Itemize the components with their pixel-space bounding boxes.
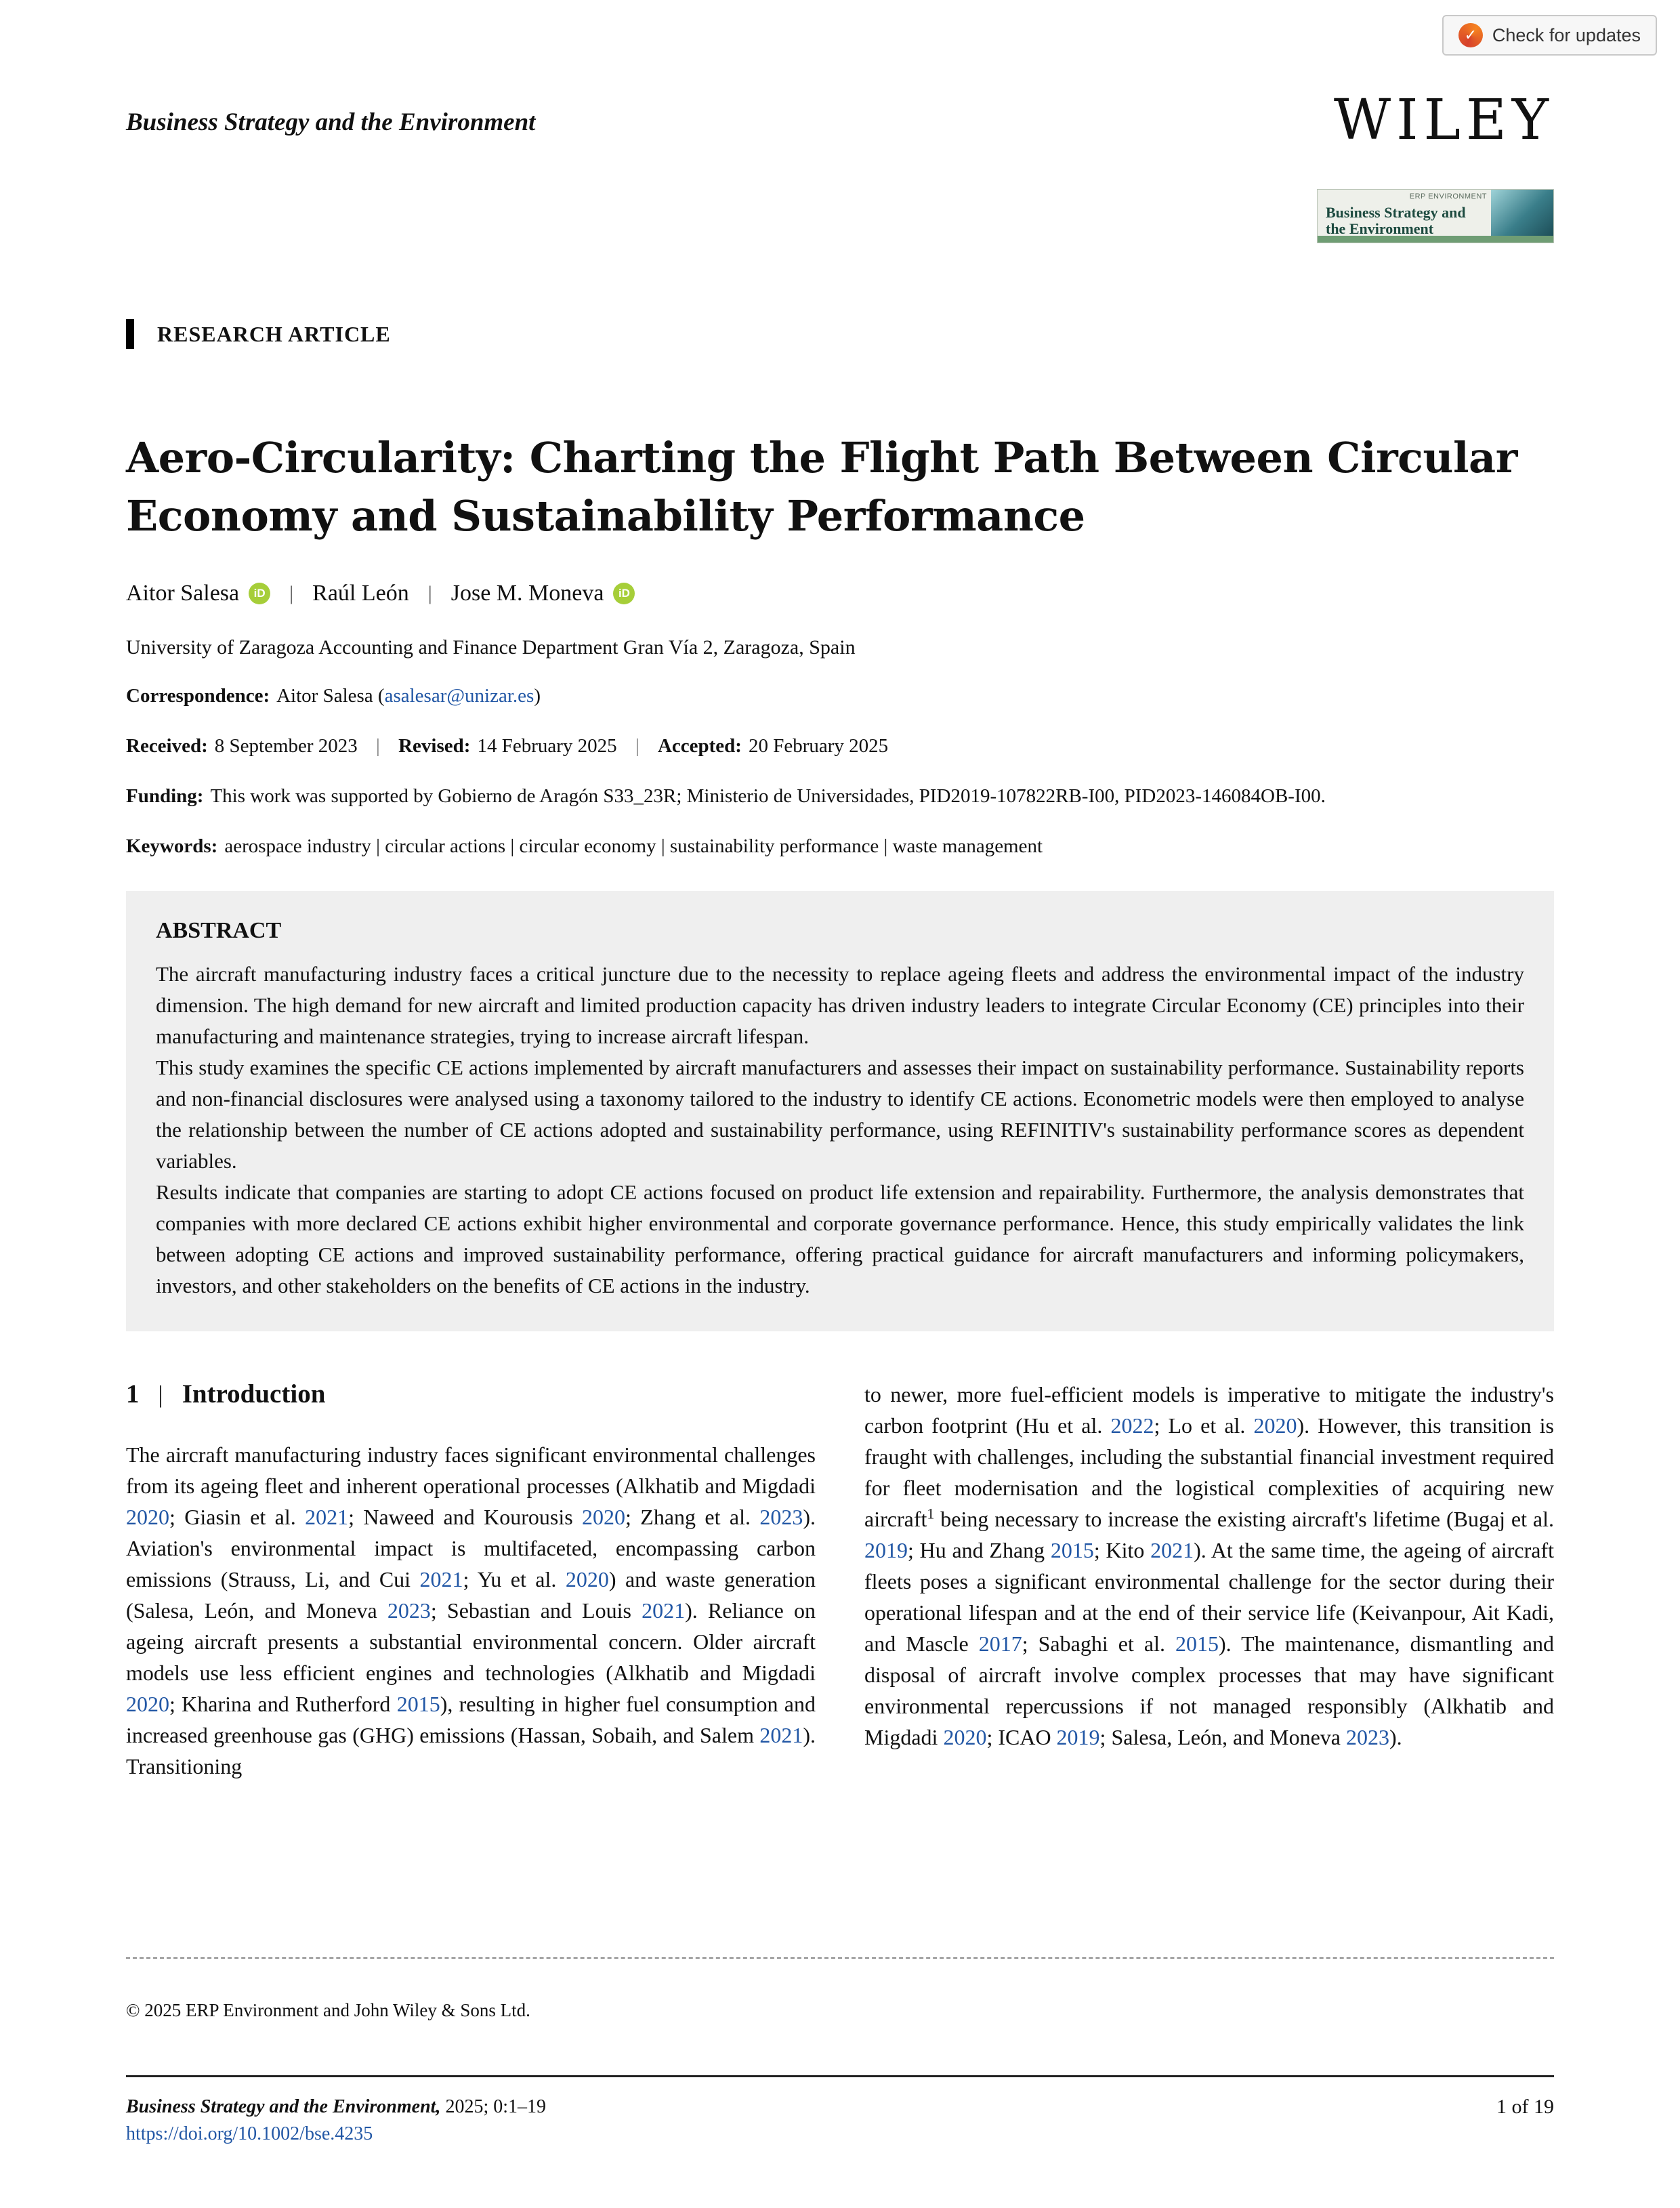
footer-citation-block	[126, 2094, 546, 2148]
author-name[interactable]: Aitor Salesa	[126, 581, 240, 606]
citation-year-link[interactable]: 2020	[1253, 1413, 1297, 1438]
received-label: Received:	[126, 735, 208, 757]
accepted-date: 20 February 2025	[748, 735, 889, 757]
text-run: to newer, more fuel-efficient models is imperative to mitigate the industry's carbon footprint (Hu et al.	[864, 1382, 1554, 1438]
funding-text: This work was supported by Gobierno de Aragón S33_23R; Ministerio de Universidades, PID2019-107822RB-I00, PID2023-146084OB-I00.	[210, 785, 1326, 807]
citation-year-link[interactable]: 2019	[1056, 1725, 1100, 1749]
text-run: ). Transitioning	[126, 1723, 816, 1778]
abstract-section	[126, 891, 1554, 1331]
footnote-marker: 1	[927, 1505, 935, 1522]
citation-year-link[interactable]: 2021	[759, 1723, 803, 1747]
orcid-icon[interactable]: iD	[249, 583, 270, 604]
revised-label: Revised:	[398, 735, 471, 757]
section-title: Introduction	[182, 1379, 326, 1409]
text-run: ; Hu and Zhang	[908, 1538, 1051, 1562]
citation-year-link[interactable]: 2015	[1175, 1631, 1219, 1656]
text-run: ; Kharina and Rutherford	[169, 1692, 397, 1716]
citation-year-link[interactable]: 2020	[126, 1505, 169, 1529]
history-line	[126, 732, 1554, 759]
crossmark-icon: ✓	[1458, 23, 1483, 47]
citation-year-link[interactable]: 2021	[419, 1567, 463, 1591]
correspondence-line	[126, 682, 1554, 709]
check-for-updates-label: Check for updates	[1492, 24, 1641, 45]
citation-year-link[interactable]: 2021	[1150, 1538, 1194, 1562]
article-title: Aero-Circularity: Charting the Flight Path Between Circular Economy and Sustainability Performance	[126, 433, 1517, 541]
accepted-label: Accepted:	[657, 735, 742, 757]
text-run: ). Reliance on ageing aircraft presents a substantial environmental concern. Older aircraft models use less efficient engines and technologies (Alkhatib and Migdadi	[126, 1598, 816, 1685]
received-date: 8 September 2023	[214, 735, 358, 757]
author-name[interactable]: Jose M. Moneva	[450, 581, 604, 606]
funding-line	[126, 783, 1554, 810]
footer-journal-name: Business Strategy and the Environment,	[126, 2096, 441, 2117]
abstract-paragraph: The aircraft manufacturing industry faces a critical juncture due to the necessity to replace ageing fleets and address the environmental impact of the industry dimension. The high demand for new aircraft and limited production capacity has driven industry leaders to integrate Circular Economy (CE) principles into their manufacturing and maintenance strategies, trying to increase aircraft lifespan.	[156, 962, 1524, 1048]
text-run: being necessary to increase the existing aircraft's lifetime (Bugaj et al.	[934, 1507, 1554, 1531]
citation-year-link[interactable]: 2021	[642, 1598, 686, 1623]
keywords-label: Keywords:	[126, 835, 218, 857]
orcid-icon[interactable]: iD	[613, 583, 635, 604]
text-run: ; Lo et al.	[1154, 1413, 1254, 1438]
article-type-label	[126, 319, 1554, 349]
cover-art-image	[1491, 190, 1553, 243]
copyright-notice: © 2025 ERP Environment and John Wiley & Sons Ltd.	[126, 2000, 530, 2020]
citation-year-link[interactable]: 2022	[1110, 1413, 1154, 1438]
text-run: ; Sebastian and Louis	[430, 1598, 642, 1623]
footer-issue-info: 2025; 0:1–19	[440, 2096, 546, 2117]
citation-year-link[interactable]: 2017	[978, 1631, 1022, 1656]
journal-cover-thumbnail[interactable]	[1317, 189, 1554, 243]
citation-year-link[interactable]: 2020	[565, 1567, 609, 1591]
footer	[126, 2094, 1554, 2148]
citation-year-link[interactable]: 2019	[864, 1538, 908, 1562]
body-paragraph	[126, 1439, 816, 1782]
text-run: ). The maintenance, dismantling and disposal of aircraft involve complex processes that may have significant environmental repercussions if not managed responsibly (Alkhatib and Migdadi	[864, 1631, 1554, 1749]
abstract-paragraph: Results indicate that companies are starting to adopt CE actions focused on product life extension and repairability. Furthermore, the analysis demonstrates that companies with more declared CE actions exhibit higher environmental and corporate governance performance. Hence, this study empirically validates the link between adopting CE actions and improved sustainability performance, offering practical guidance for aircraft manufacturers and informing policymakers, investors, and other stakeholders on the benefits of CE actions in the industry.	[156, 1180, 1524, 1297]
author-separator: |	[289, 582, 294, 604]
correspondence-label: Correspondence:	[126, 685, 270, 707]
right-column	[864, 1379, 1554, 1782]
citation-year-link[interactable]: 2020	[943, 1725, 987, 1749]
text-run: ; Salesa, León, and Moneva	[1099, 1725, 1346, 1749]
text-run: ; ICAO	[986, 1725, 1057, 1749]
affiliation: University of Zaragoza Accounting and Finance Department Gran Vía 2, Zaragoza, Spain	[126, 636, 856, 659]
text-run: ; Yu et al.	[463, 1567, 566, 1591]
article-type-text: RESEARCH ARTICLE	[157, 322, 391, 346]
text-run: ; Zhang et al.	[625, 1505, 760, 1529]
wiley-logo: WILEY	[1333, 88, 1554, 152]
text-run: ; Kito	[1093, 1538, 1151, 1562]
author-list	[126, 581, 1554, 606]
doi-link[interactable]: https://doi.org/10.1002/bse.4235	[126, 2123, 373, 2144]
cover-text-area	[1318, 190, 1491, 243]
abstract-heading: ABSTRACT	[156, 918, 282, 943]
text-run: ). Aviation's environmental impact is multifaceted, encompassing carbon emissions (Strauss, Li, and Cui	[126, 1505, 816, 1591]
citation-year-link[interactable]: 2023	[1346, 1725, 1389, 1749]
page-number: 1 of 19	[1496, 2096, 1554, 2118]
text-run: ; Giasin et al.	[169, 1505, 306, 1529]
masthead	[126, 88, 1554, 241]
citation-year-link[interactable]: 2015	[396, 1692, 440, 1716]
journal-citation	[126, 2094, 546, 2121]
text-run: ), resulting in higher fuel consumption and increased greenhouse gas (GHG) emissions (Hassan, Sobaih, and Salem	[126, 1692, 816, 1747]
revised-date: 14 February 2025	[477, 735, 617, 757]
cover-publisher-label: ERP ENVIRONMENT	[1409, 192, 1487, 201]
keywords-text: aerospace industry | circular actions | circular economy | sustainability performance | waste management	[224, 835, 1043, 857]
text-run: ). At the same time, the ageing of aircraft fleets poses a significant environmental challenge for the sector during their operational lifespan and at the end of their service life (Keivanpour, Ait Kadi, and Mascle	[864, 1538, 1555, 1656]
funding-label: Funding:	[126, 785, 204, 807]
text-run: ). However, this transition is fraught with challenges, including the substantial financial investment required for fleet modernisation and the logistical complexities of acquiring new aircraft	[864, 1413, 1555, 1531]
citation-year-link[interactable]: 2023	[759, 1505, 803, 1529]
author-separator: |	[427, 582, 432, 604]
left-column	[126, 1379, 816, 1782]
citation-year-link[interactable]: 2015	[1050, 1538, 1094, 1562]
journal-name: Business Strategy and the Environment	[126, 108, 536, 136]
history-separator: |	[635, 735, 639, 757]
abstract-paragraph: This study examines the specific CE actions implemented by aircraft manufacturers and assesses their impact on sustainability performance. Sustainability reports and non-financial disclosures were analysed using a taxonomy tailored to the industry to identify CE actions. Econometric models were then employed to analyse the relationship between the number of CE actions adopted and sustainability performance, using REFINITIV's sustainability performance scores as dependent variables.	[156, 1056, 1524, 1173]
citation-year-link[interactable]: 2023	[387, 1598, 431, 1623]
correspondence-prefix: Aitor Salesa (	[276, 685, 385, 707]
text-run: ).	[1389, 1725, 1402, 1749]
footer-rule	[126, 2075, 1554, 2077]
section-number: 1	[126, 1379, 140, 1409]
body-paragraph	[864, 1379, 1554, 1753]
check-for-updates-button[interactable]	[1442, 15, 1657, 56]
history-separator: |	[376, 735, 380, 757]
citation-year-link[interactable]: 2020	[126, 1692, 169, 1716]
keywords-line	[126, 833, 1554, 860]
footnote-divider	[126, 1957, 1554, 1959]
section-separator: |	[158, 1381, 163, 1408]
author-name[interactable]: Raúl León	[312, 581, 409, 606]
citation-year-link[interactable]: 2020	[582, 1505, 626, 1529]
correspondence-suffix: )	[534, 685, 541, 707]
cover-title: Business Strategy and the Environment	[1326, 204, 1466, 237]
text-run: The aircraft manufacturing industry faces significant environmental challenges from its ageing fleet and inherent operational processes (Alkhatib and Migdadi	[126, 1442, 816, 1498]
text-run: ) and waste generation (Salesa, León, and Moneva	[126, 1567, 816, 1623]
text-run: ; Sabaghi et al.	[1022, 1631, 1176, 1656]
text-run: ; Naweed and Kourousis	[348, 1505, 583, 1529]
introduction-section	[126, 1379, 1554, 1782]
correspondence-email-link[interactable]: asalesar@unizar.es	[384, 685, 534, 707]
section-heading	[126, 1379, 816, 1409]
citation-year-link[interactable]: 2021	[305, 1505, 349, 1529]
